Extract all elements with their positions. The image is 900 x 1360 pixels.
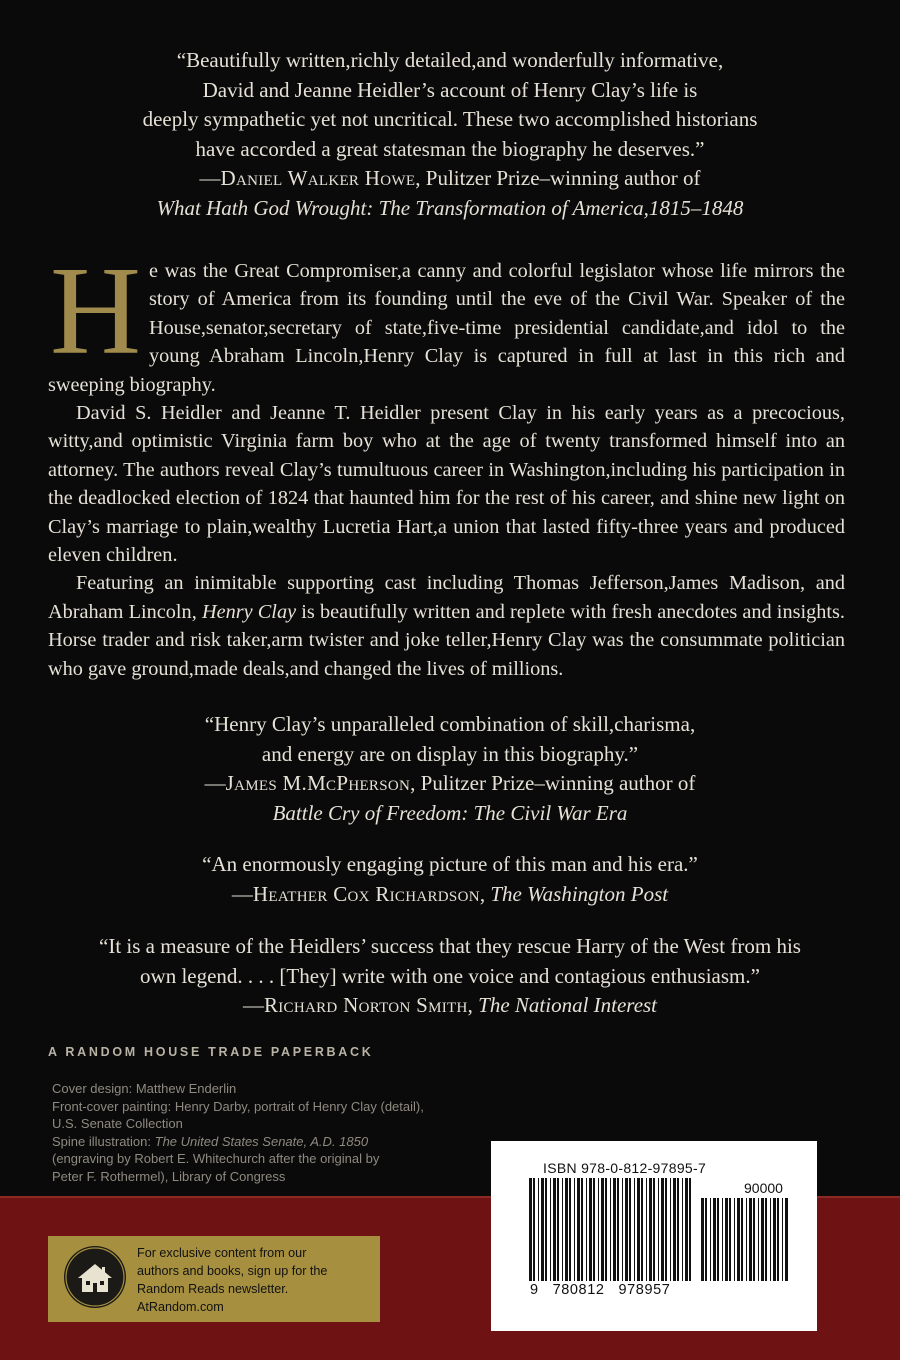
promo-text — [137, 1244, 373, 1316]
barcode-bars — [491, 1141, 817, 1331]
barcode-bar — [557, 1178, 559, 1281]
barcode-bar — [701, 1198, 704, 1281]
description-paragraph-2: David S. Heidler and Jeanne T. Heidler present Clay in his early years as a precocious, witty,and optimistic Virginia farm boy who at the age of twenty transformed himself into an attorney. The authors reveal Clay’s tumultuous career in Washington,including his participation in the deadlocked election of 1824 that haunted him for the rest of his career, and shine new light on Clay’s marriage to plain,wealthy Lucretia Hart,a union that lasted fifty-three years and produced eleven children. — [48, 402, 845, 567]
blurb-line: David and Jeanne Heidler’s account of Henry Clay’s life is — [202, 77, 698, 102]
barcode-bar — [782, 1198, 783, 1281]
barcode-bar — [677, 1178, 679, 1281]
barcode-bar — [629, 1178, 631, 1281]
blurb-line: “It is a measure of the Heidlers’ success that they rescue Harry of the West from his — [99, 934, 801, 958]
book-title: Henry Clay — [201, 600, 297, 623]
barcode-bar — [565, 1178, 568, 1281]
attribution-dash: — — [199, 166, 221, 190]
barcode-bar — [617, 1178, 619, 1281]
barcode-bar — [541, 1178, 544, 1281]
credit-line: Cover design: Matthew Enderlin — [52, 1081, 237, 1096]
credit-title: The United States Senate, A.D. 1850 — [154, 1133, 369, 1149]
attribution-suffix: , Pulitzer Prize–winning author of — [415, 166, 701, 190]
attribution-author: Daniel Walker Howe — [220, 166, 416, 190]
attribution-author: Richard Norton Smith — [263, 993, 468, 1017]
barcode-bar — [777, 1198, 779, 1281]
attribution-dash: — — [242, 993, 264, 1017]
barcode-bar — [581, 1178, 583, 1281]
promo-line: Random Reads newsletter. — [137, 1282, 289, 1296]
barcode-bar — [753, 1198, 755, 1281]
blurb-smith — [0, 932, 900, 1021]
barcode-bar — [553, 1178, 556, 1281]
barcode-bar — [749, 1198, 752, 1281]
barcode-bar — [665, 1178, 667, 1281]
barcode-bar — [725, 1198, 728, 1281]
blurb-howe — [0, 46, 900, 223]
isbn-digits — [530, 1282, 670, 1298]
newsletter-promo — [48, 1236, 380, 1322]
barcode-bar — [610, 1178, 611, 1281]
barcode-bar — [605, 1178, 607, 1281]
attribution-suffix: , — [467, 993, 479, 1017]
barcode-bar — [670, 1178, 671, 1281]
credit-line — [52, 1133, 472, 1151]
barcode-bar — [601, 1178, 604, 1281]
paragraph-text: Featuring an inimitable supporting cast including Thomas Jefferson,James Madison, and Abraham Lincoln, — [48, 572, 845, 623]
paragraph-text: e was the Great Compromiser,a canny and colorful legislator whose life mirrors the story of America from its founding until the eve of the Civil War. Speaker of the House,senator,secretary of state,five-time presidential candidate,and idol to the young Abraham Lincoln,Henry Clay is captured in full at last in this rich and sweeping biography. — [48, 260, 845, 396]
barcode-bar — [729, 1198, 731, 1281]
barcode-bar — [741, 1198, 743, 1281]
barcode-bar — [641, 1178, 643, 1281]
barcode-bar — [658, 1178, 659, 1281]
isbn-lead-digit: 9 — [530, 1282, 539, 1298]
barcode-bar — [682, 1178, 683, 1281]
barcode-bar — [589, 1178, 592, 1281]
barcode-bar — [713, 1198, 716, 1281]
barcode-bar — [637, 1178, 640, 1281]
blurb-line: deeply sympathetic yet not uncritical. These two accomplished historians — [142, 107, 758, 131]
blurb-richardson — [0, 850, 900, 909]
barcode-bar — [773, 1198, 776, 1281]
barcode-bar — [661, 1178, 664, 1281]
barcode-bar — [765, 1198, 767, 1281]
blurb-attribution — [0, 164, 900, 194]
blurb-work — [0, 799, 900, 829]
blurb-line: “An enormously engaging picture of this man and his era.” — [202, 852, 698, 876]
blurb-work — [0, 194, 900, 224]
attribution-suffix: , — [479, 881, 491, 906]
credit-line: Peter F. Rothermel), Library of Congress — [52, 1168, 286, 1184]
credit-line: (engraving by Robert E. Whitechurch after the original by — [52, 1151, 380, 1167]
barcode-bar — [685, 1178, 688, 1281]
barcode-bar — [593, 1178, 595, 1281]
work-title: Battle Cry of Freedom: The Civil War Era — [272, 800, 628, 825]
promo-link[interactable]: AtRandom.com — [137, 1300, 224, 1314]
barcode-bar — [770, 1198, 771, 1281]
barcode-bar — [574, 1178, 575, 1281]
blurb-attribution — [0, 880, 900, 910]
credit-line: Front-cover painting: Henry Darby, portrait of Henry Clay (detail), — [52, 1098, 424, 1114]
barcode-bar — [758, 1198, 759, 1281]
blurb-line: “Beautifully written,richly detailed,and wonderfully informative, — [176, 48, 724, 72]
house-seal-icon — [64, 1246, 126, 1308]
blurb-attribution — [0, 991, 900, 1021]
blurb-attribution — [0, 769, 900, 799]
barcode-bar — [586, 1178, 587, 1281]
promo-line: For exclusive content from our — [137, 1246, 307, 1260]
barcode-bar — [569, 1178, 571, 1281]
barcode-bar — [785, 1198, 788, 1281]
barcode-bar — [598, 1178, 599, 1281]
blurb-mcpherson — [0, 710, 900, 828]
credit-prefix: Spine illustration: — [52, 1133, 155, 1149]
barcode-bar — [673, 1178, 676, 1281]
barcode-bar — [613, 1178, 616, 1281]
isbn-label: ISBN 978-0-812-97895-7 — [543, 1160, 707, 1176]
blurb-line: and energy are on display in this biography.” — [261, 741, 639, 766]
barcode-bar — [577, 1178, 580, 1281]
isbn-digit-group: 780812 — [552, 1282, 605, 1298]
barcode-bar — [529, 1178, 532, 1281]
description-paragraph-3 — [48, 569, 845, 683]
blurb-line: own legend. . . . [They] write with one voice and contagious enthusiasm.” — [140, 963, 760, 988]
blurb-line: “Henry Clay’s unparalleled combination of skill,charisma, — [204, 712, 696, 736]
barcode-bar — [734, 1198, 735, 1281]
barcode-bar — [653, 1178, 655, 1281]
barcode-bar — [737, 1198, 740, 1281]
barcode-bar — [562, 1178, 563, 1281]
price-code: 90000 — [744, 1180, 783, 1196]
house-seal-icon-graphic — [64, 1246, 126, 1308]
barcode-bar — [649, 1178, 652, 1281]
attribution-author: James M.McPherson — [225, 771, 411, 795]
work-title: The National Interest — [478, 993, 658, 1017]
isbn-digit-group: 978957 — [618, 1282, 671, 1298]
barcode-bar — [710, 1198, 711, 1281]
barcode-bar — [717, 1198, 719, 1281]
work-title: The Washington Post — [490, 881, 669, 906]
attribution-suffix: , Pulitzer Prize–winning author of — [410, 771, 696, 795]
barcode-bar — [545, 1178, 547, 1281]
barcode-bar — [689, 1178, 691, 1281]
attribution-dash: — — [231, 881, 253, 906]
barcode-bar — [550, 1178, 551, 1281]
barcode-bar — [646, 1178, 647, 1281]
barcode-bar — [761, 1198, 764, 1281]
imprint-label: A RANDOM HOUSE TRADE PAPERBACK — [48, 1045, 374, 1059]
barcode-bar — [705, 1198, 707, 1281]
attribution-dash: — — [204, 771, 226, 795]
promo-line: authors and books, sign up for the — [137, 1264, 328, 1278]
work-title: What Hath God Wrought: The Transformation of America,1815–1848 — [156, 195, 744, 220]
book-description — [48, 242, 845, 683]
cover-credits — [52, 1080, 472, 1186]
barcode-bar — [746, 1198, 747, 1281]
barcode-bar — [625, 1178, 628, 1281]
barcode-bar — [634, 1178, 635, 1281]
credit-line: U.S. Senate Collection — [52, 1116, 183, 1132]
barcode-bar — [722, 1198, 723, 1281]
description-paragraph-1 — [48, 242, 845, 399]
attribution-author: Heather Cox Richardson — [252, 881, 480, 906]
drop-cap: H — [50, 242, 141, 381]
paragraph-text: is beautifully written and replete with fresh anecdotes and insights. Horse trader and risk taker,arm twister and joke teller,Henry Clay was the consummate politician who gave ground,made deals,and changed the lives of millions. — [48, 600, 845, 680]
barcode-bar — [622, 1178, 623, 1281]
barcode-bar — [538, 1178, 539, 1281]
barcode-bar — [533, 1178, 535, 1281]
blurb-line: have accorded a great statesman the biography he deserves.” — [195, 136, 705, 161]
